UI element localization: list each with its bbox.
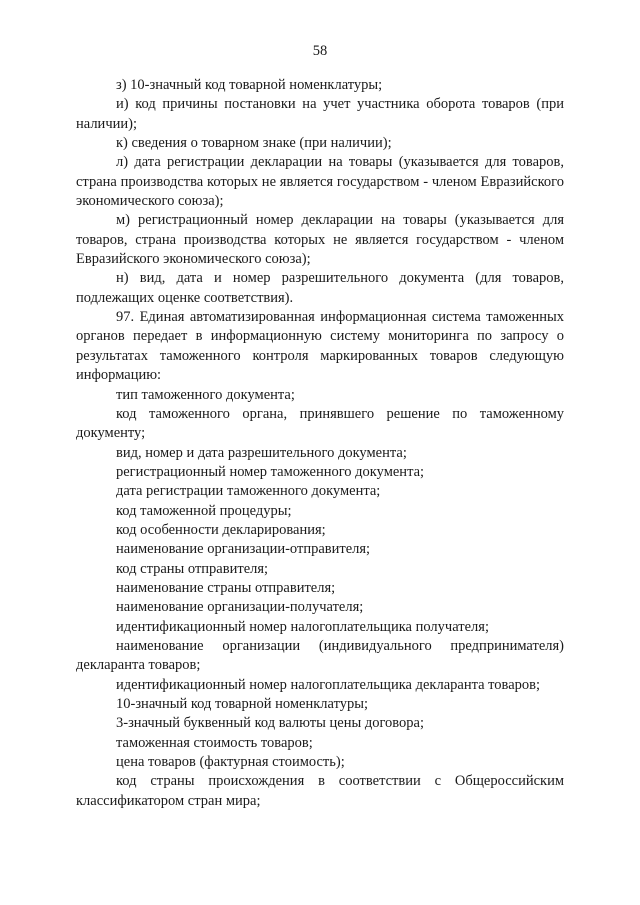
list-item-tnved-code: 10-значный код товарной номенклатуры; [116, 696, 368, 712]
document-body [76, 76, 564, 811]
list-item-sender-country-name: наименование страны отправителя; [116, 579, 336, 596]
list-item-declarant-inn: идентификационный номер налогоплательщика декларанта товаров; [116, 676, 541, 693]
paragraph-z-tnved-code: з) 10-значный код товарной номенклатуры; [116, 77, 383, 93]
list-item-declarant-org: наименование организации (индивидуального предпринимателя) декларанта товаров; [76, 637, 564, 674]
list-item-recipient-inn: идентификационный номер налогоплательщика получателя; [116, 618, 489, 635]
paragraph-n-permit-document: н) вид, дата и номер разрешительного документа (для товаров, подлежащих оценке соответствия). [76, 270, 564, 306]
list-item-customs-procedure: код таможенной процедуры; [116, 502, 292, 519]
paragraph-97-intro: 97. Единая автоматизированная информационная система таможенных органов передает в информационную систему мониторинга по запросу о результатах таможенного контроля маркированных товаров следующую информацию: [76, 309, 564, 384]
list-item-sender-country-code: код страны отправителя; [116, 560, 269, 577]
page-number: 58 [312, 43, 328, 59]
paragraph-l-declaration-date: л) дата регистрации декларации на товары (указывается для товаров, страна производства которых не является государством - членом Евразийского экономического союза); [76, 154, 564, 210]
list-item-origin-country-code: код страны происхождения в соответствии с Общероссийским классификатором стран мира; [76, 773, 564, 809]
paragraph-k-trademark: к) сведения о товарном знаке (при наличии); [116, 135, 392, 152]
list-item-customs-doc-type: тип таможенного документа; [116, 386, 295, 403]
list-item-sender-org: наименование организации-отправителя; [116, 541, 371, 558]
list-item-invoice-price: цена товаров (фактурная стоимость); [116, 754, 345, 771]
list-item-declaration-feature: код особенности декларирования; [116, 521, 326, 538]
list-item-permit-doc: вид, номер и дата разрешительного документа; [116, 444, 407, 461]
list-item-recipient-org: наименование организации-получателя; [116, 599, 364, 616]
list-item-customs-authority-code: код таможенного органа, принявшего решение по таможенному документу; [76, 405, 564, 442]
list-item-currency-code: 3-значный буквенный код валюты цены договора; [116, 715, 425, 732]
list-item-customs-doc-date: дата регистрации таможенного документа; [116, 483, 381, 500]
paragraph-m-declaration-number: м) регистрационный номер декларации на товары (указывается для товаров, страна производства которых не является государством - членом Евразийского экономического союза); [76, 212, 564, 268]
list-item-customs-doc-number: регистрационный номер таможенного документа; [116, 463, 425, 480]
list-item-customs-value: таможенная стоимость товаров; [116, 734, 313, 751]
paragraph-i-kpp: и) код причины постановки на учет участника оборота товаров (при наличии); [76, 96, 564, 132]
